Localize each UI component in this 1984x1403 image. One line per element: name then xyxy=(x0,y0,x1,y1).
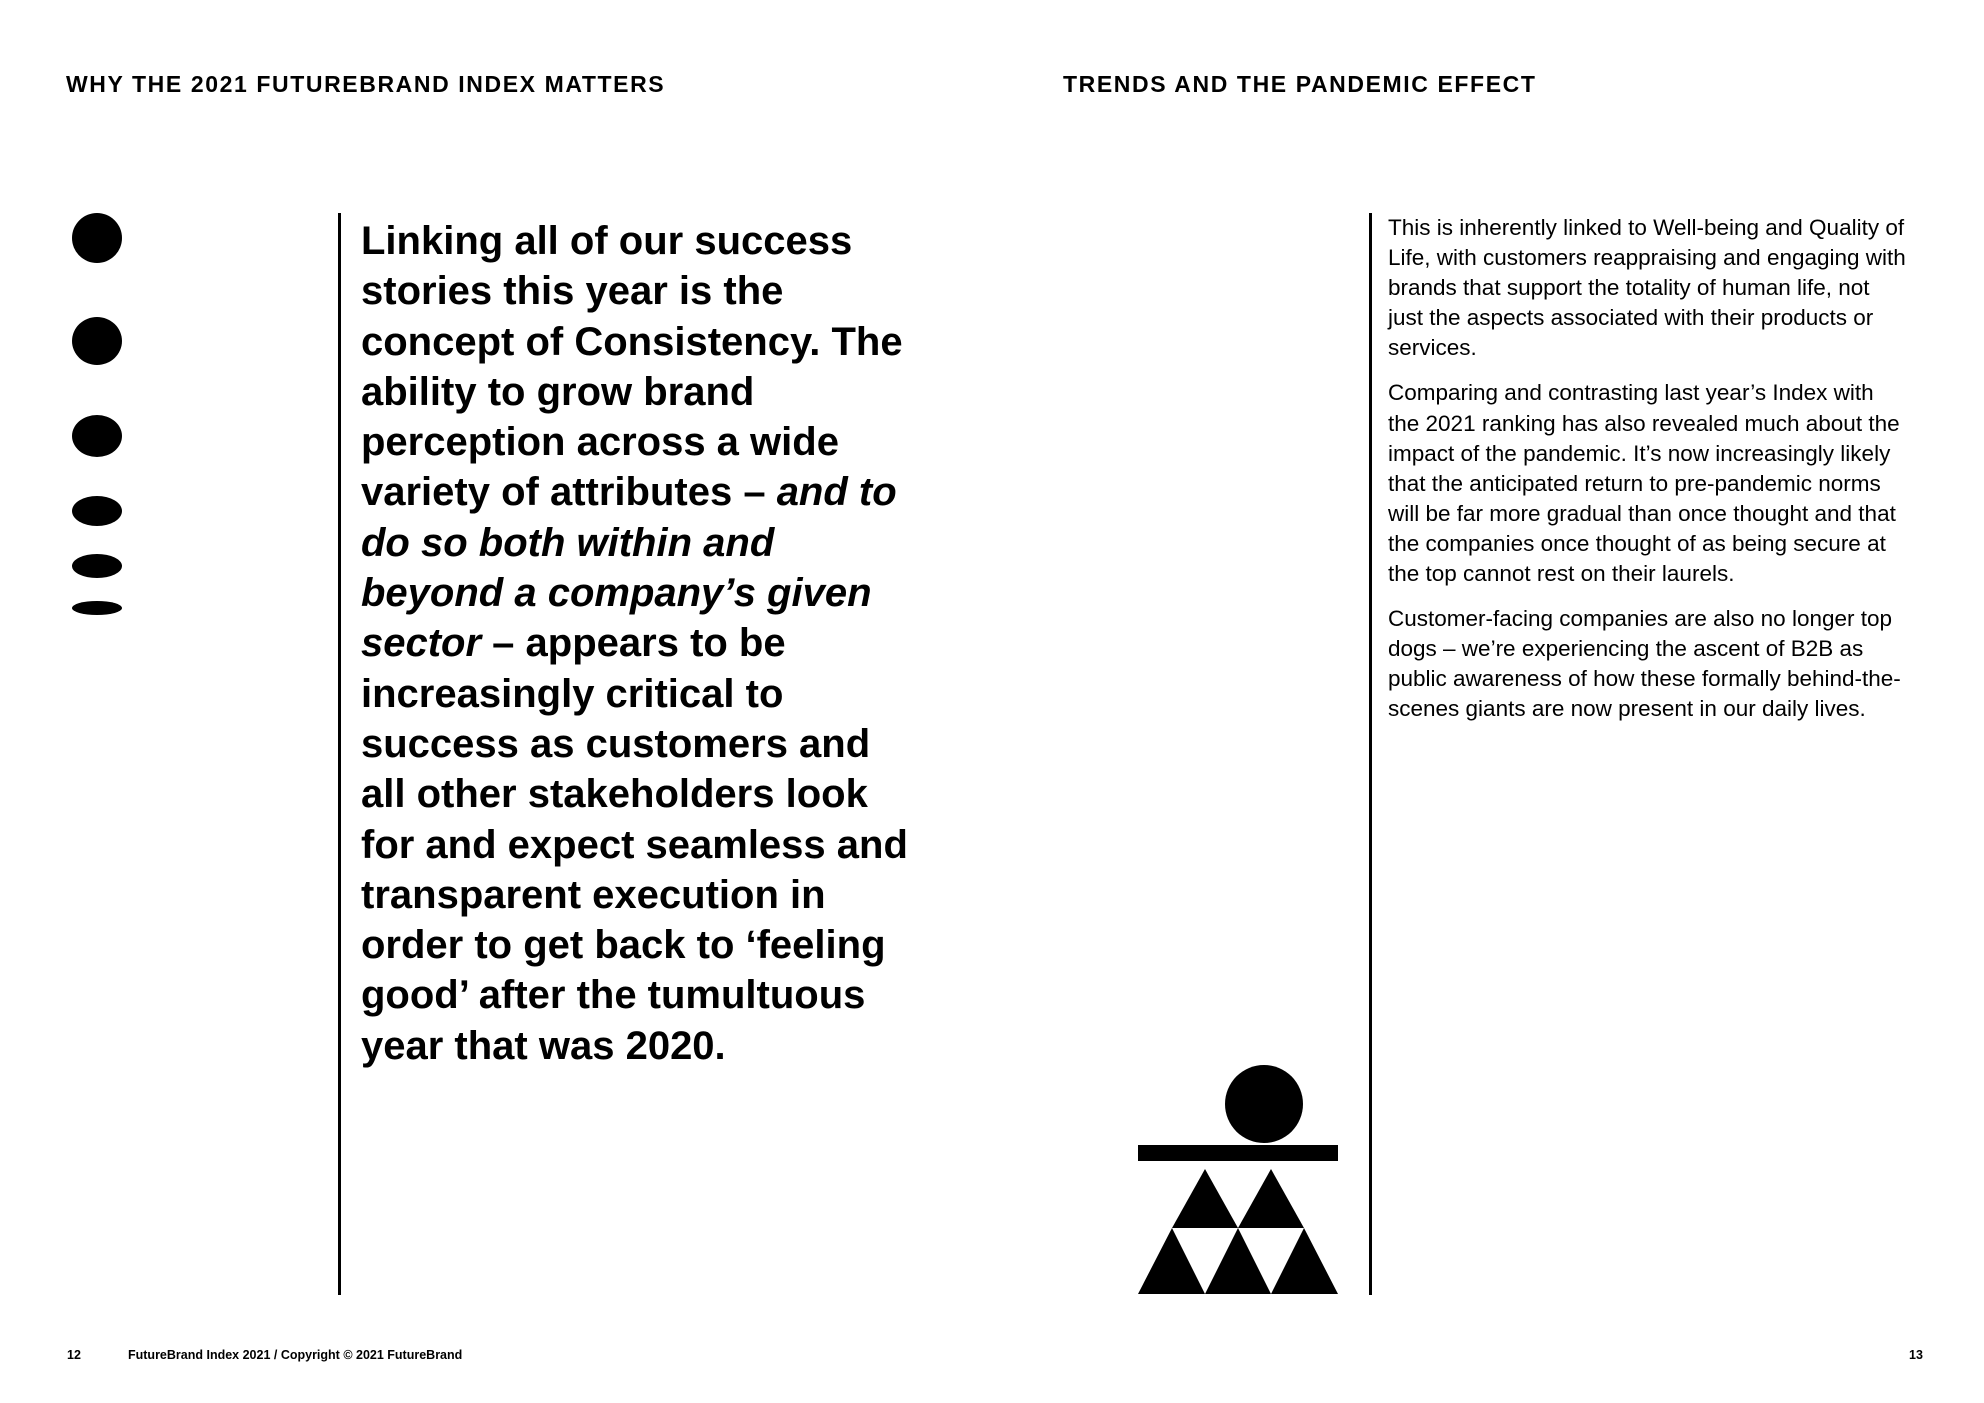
balancing-figure-icon xyxy=(1138,1064,1338,1296)
right-section-title: TRENDS AND THE PANDEMIC EFFECT xyxy=(1063,71,1537,97)
pull-quote-italic: and to do so both within and beyond a company’s given sector xyxy=(361,470,897,666)
figure-head xyxy=(1225,1065,1303,1143)
figure-triangle-top-left xyxy=(1172,1169,1238,1228)
dot-5 xyxy=(72,554,122,578)
dot-4 xyxy=(72,496,122,526)
figure-triangle-bottom-left xyxy=(1138,1228,1205,1294)
left-section-title: WHY THE 2021 FUTUREBRAND INDEX MATTERS xyxy=(66,71,666,97)
dot-1 xyxy=(72,213,122,263)
dot-2 xyxy=(72,317,122,365)
dot-3 xyxy=(72,415,122,457)
page-number-left: 12 xyxy=(67,1348,81,1362)
pull-quote-part-1: Linking all of our success stories this year is the concept of Consistency. The ability to grow brand perception across a wide variety of attributes – xyxy=(361,219,903,515)
left-vertical-rule xyxy=(338,213,341,1295)
footer-credit: FutureBrand Index 2021 / Copyright © 2021 FutureBrand xyxy=(128,1348,463,1362)
body-paragraph-3: Customer-facing companies are also no longer top dogs – we’re experiencing the ascent of B2B as public awareness of how these formally behind-the-scenes giants are now present in our daily lives. xyxy=(1388,606,1901,722)
body-paragraph-1: This is inherently linked to Well-being and Quality of Life, with customers reappraising and engaging with brands that support the totality of human life, not just the aspects associated with their products or services. xyxy=(1388,215,1906,361)
figure-bar xyxy=(1138,1145,1338,1161)
body-copy xyxy=(1388,213,1908,740)
pull-quote xyxy=(361,216,921,1071)
body-paragraph-2: Comparing and contrasting last year’s Index with the 2021 ranking has also revealed much about the impact of the pandemic. It’s now increasingly likely that the anticipated return to pre-pandemic norms will be far more gradual than once thought and that the companies once thought of as being secure at the top cannot rest on their laurels. xyxy=(1388,380,1900,587)
pull-quote-part-2: – appears to be increasingly critical to success as customers and all other stakeholders look for and expect seamless and transparent execution in order to get back to ‘feeling good’ after the tumultuous year that was 2020. xyxy=(361,621,908,1068)
stacked-dots-icon xyxy=(70,212,126,622)
figure-triangle-bottom-middle xyxy=(1205,1228,1271,1294)
right-vertical-rule xyxy=(1369,213,1372,1295)
page-number-right: 13 xyxy=(1909,1348,1923,1362)
figure-triangle-top-right xyxy=(1238,1169,1304,1228)
dot-6 xyxy=(72,601,122,615)
figure-triangle-bottom-right xyxy=(1271,1228,1338,1294)
